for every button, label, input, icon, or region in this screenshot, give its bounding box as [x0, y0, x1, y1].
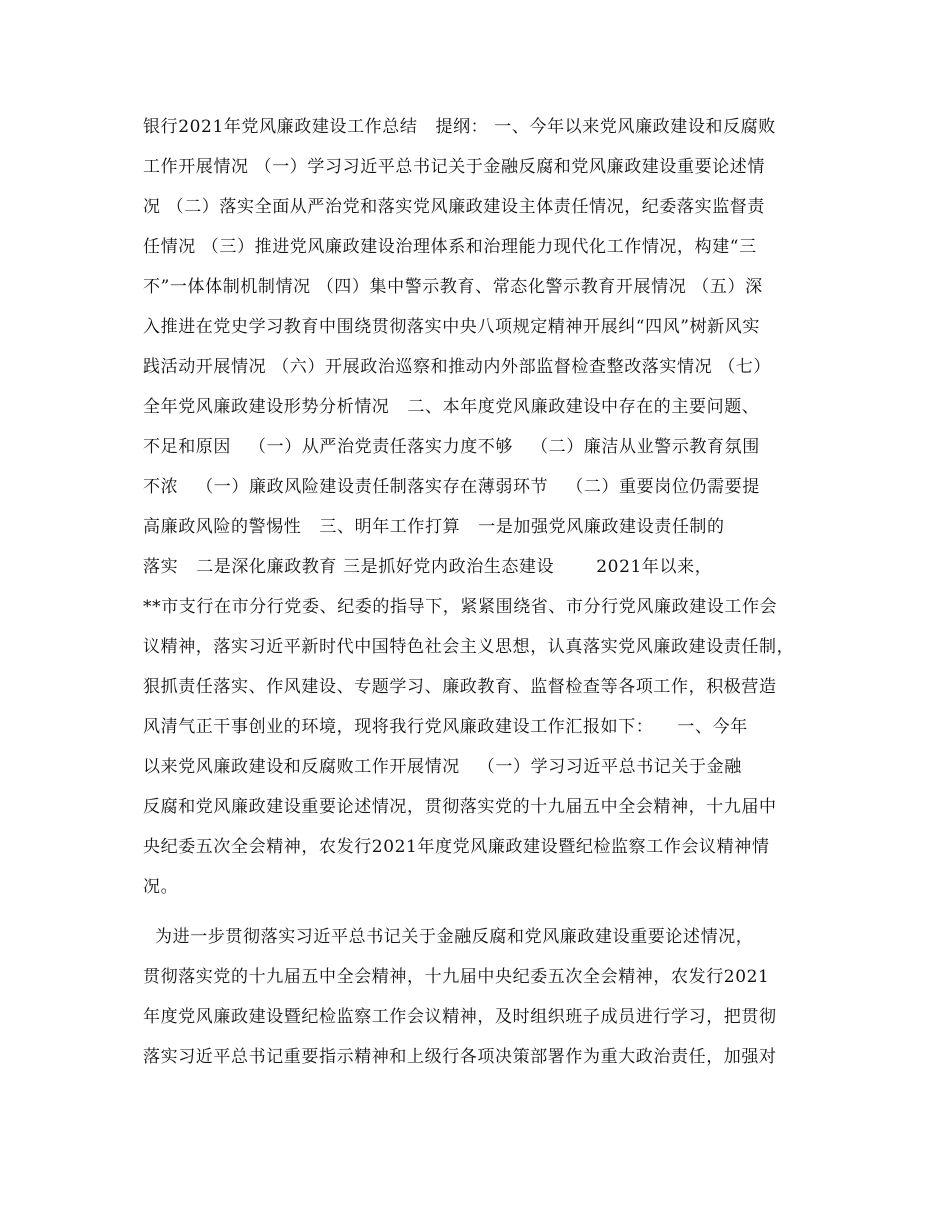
text-line-24: 落实习近平总书记重要指示精神和上级行各项决策部署作为重大政治责任，加强对: [143, 1047, 777, 1067]
text-line-18: 反腐和党风廉政建设重要论述情况，贯彻落实党的十九届五中全会精神，十九届中: [143, 797, 777, 817]
text-line-3: 况 （二）落实全面从严治党和落实党风廉政建设主体责任情况，纪委落实监督责: [143, 197, 766, 217]
text-line-12: 落实 二是深化廉政教育 三是抓好党内政治生态建设 2021年以来，: [143, 557, 713, 577]
text-line-6: 入推进在党史学习教育中围绕贯彻落实中央八项规定精神开展纠“四风”树新风实: [143, 317, 760, 337]
text-line-4: 任情况 （三）推进党风廉政建设治理体系和治理能力现代化工作情况，构建“三: [143, 237, 757, 257]
text-line-22: 贯彻落实党的十九届五中全会精神，十九届中央纪委五次全会精神，农发行2021: [143, 967, 770, 987]
text-line-17: 以来党风廉政建设和反腐败工作开展情况 （一）学习习近平总书记关于金融: [143, 757, 742, 777]
text-line-20: 况。: [143, 877, 179, 897]
text-line-14: 议精神，落实习近平新时代中国特色社会主义思想，认真落实党风廉政建设责任制，: [143, 637, 795, 657]
text-line-2: 工作开展情况 （一）学习习近平总书记关于金融反腐和党风廉政建设重要论述情: [143, 157, 766, 177]
text-line-15: 狠抓责任落实、作风建设、专题学习、廉政教育、监督检查等各项工作，积极营造: [143, 677, 777, 697]
text-line-23: 年度党风廉政建设暨纪检监察工作会议精神，及时组织班子成员进行学习，把贯彻: [143, 1007, 777, 1027]
text-line-11: 高廉政风险的警惕性 三、明年工作打算 一是加强党风廉政建设责任制的: [143, 517, 725, 537]
text-line-5: 不”一体体制机制情况 （四）集中警示教育、常态化警示教育开展情况 （五）深: [143, 277, 763, 297]
text-line-1: 银行2021年党风廉政建设工作总结 提纲： 一、今年以来党风廉政建设和反腐败: [143, 117, 776, 137]
text-line-19: 央纪委五次全会精神，农发行2021年度党风廉政建设暨纪检监察工作会议精神情: [143, 837, 770, 857]
text-line-8: 全年党风廉政建设形势分析情况 二、本年度党风廉政建设中存在的主要问题、: [143, 397, 760, 417]
text-line-10: 不浓 （一）廉政风险建设责任制落实存在薄弱环节 （二）重要岗位仍需要提: [143, 477, 760, 497]
text-line-13: **市支行在市分行党委、纪委的指导下，紧紧围绕省、市分行党风廉政建设工作会: [143, 597, 778, 617]
text-line-21: 为进一步贯彻落实习近平总书记关于金融反腐和党风廉政建设重要论述情况，: [143, 927, 754, 947]
text-line-16: 风清气正干事创业的环境，现将我行党风廉政建设工作汇报如下： 一、今年: [143, 717, 748, 737]
text-line-9: 不足和原因 （一）从严治党责任落实力度不够 （二）廉洁从业警示教育氛围: [143, 437, 760, 457]
text-line-7: 践活动开展情况 （六）开展政治巡察和推动内外部监督检查整改落实情况 （七）: [143, 357, 772, 377]
